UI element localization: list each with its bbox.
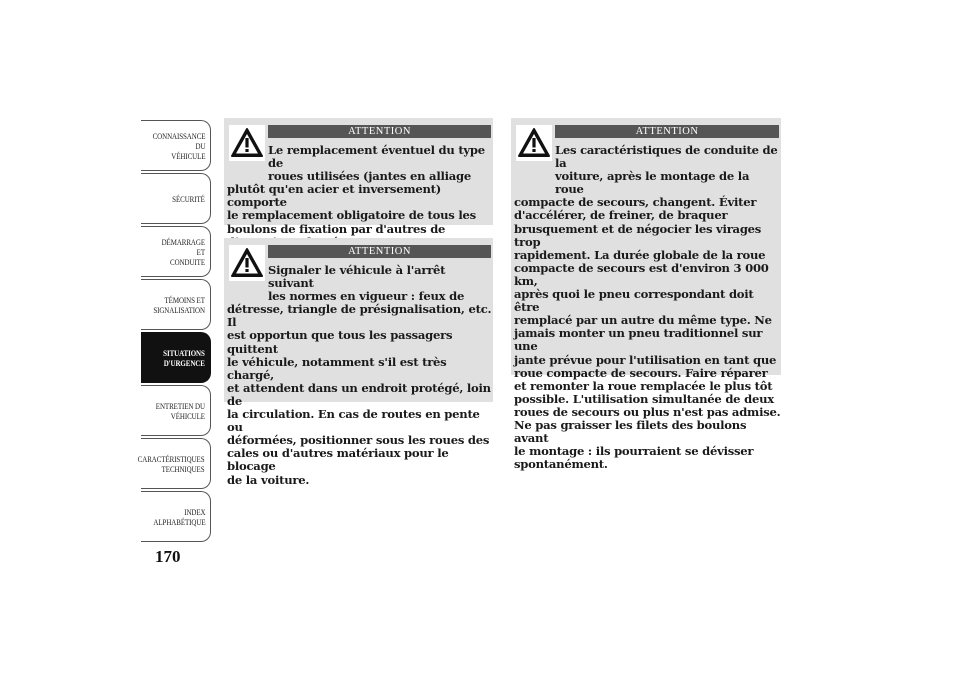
warning-heading: ATTENTION — [268, 245, 491, 258]
tab-temoins-et-signalisation[interactable] — [141, 279, 211, 330]
tab-connaissance-du-vehicule[interactable] — [141, 120, 211, 171]
warning-text-continued: plutôt qu'en acier et inversement) comporte le remplacement obligatoire de tous les boulons de fixation par d'autres de — [227, 182, 476, 236]
tab-label: TÉMOINS ET SIGNALISATION — [153, 294, 205, 315]
warning-text: Le remplacement éventuel du type de roues utilisées (jantes en alliage — [268, 143, 485, 184]
tab-label: SÉCURITÉ — [172, 193, 205, 204]
warning-text: Signaler le véhicule à l'arrêt suivant les normes en vigueur : feux de — [268, 263, 465, 304]
warning-triangle-icon — [229, 245, 265, 281]
warning-text-continued: compacte de secours, changent. Éviter d'accélérer, de freiner, de braquer brusquement et de négocier les virages trop rapidement. La durée globale de la roue compacte de secours est d'environ 3 000 km, après quoi le pneu correspondant doit être remplacé par un autre du même type. Ne jamais monter un pneu traditionnel sur une jante prévue pour l'utilisation en tant que roue compacte de secours. Faire réparer et remonter la roue remplacée le plus tôt possible. L'utilisation simultanée de deux roues de secours ou plus n'est pas admise. Ne pas graisser les filets des boulons avant le montage : ils pourraient se dévisser spontanément. — [514, 195, 781, 472]
tab-label: CARACTÉRISTIQUES TECHNIQUES — [138, 453, 205, 474]
warning-triangle-icon — [229, 125, 265, 161]
warning-heading: ATTENTION — [555, 125, 779, 138]
warning-box — [511, 118, 781, 472]
tab-label: INDEX ALPHABÉTIQUE — [152, 506, 205, 527]
tab-situations-durgence[interactable] — [141, 332, 211, 383]
tab-label: ENTRETIEN DU VÉHICULE — [155, 400, 205, 421]
tab-securite[interactable] — [141, 173, 211, 224]
tab-label: SITUATIONS D'URGENCE — [163, 347, 205, 368]
tab-label: CONNAISSANCE DU VÉHICULE — [152, 130, 205, 161]
tab-index-alphabetique[interactable] — [141, 491, 211, 542]
tab-entretien-du-vehicule[interactable] — [141, 385, 211, 436]
tab-demarrage-et-conduite[interactable] — [141, 226, 211, 277]
tab-caracteristiques-techniques[interactable] — [138, 438, 211, 489]
warning-box — [224, 238, 493, 487]
warning-box — [224, 118, 493, 236]
warning-text-continued: détresse, triangle de présignalisation, etc. Il est opportun que tous les passagers quittent le véhicule, notamment s'il est très chargé, et attendent dans un endroit protégé, loin de la circulation. En cas de routes en pente ou déformées, positionner sous les roues des cales ou d'autres matériaux pour le blocage de la voiture. — [227, 302, 492, 487]
warning-heading: ATTENTION — [268, 125, 491, 138]
page-number: 170 — [155, 547, 181, 566]
warning-text: Les caractéristiques de conduite de la voiture, après le montage de la roue — [555, 143, 778, 197]
tab-label: DÉMARRAGE ET CONDUITE — [161, 236, 205, 267]
warning-triangle-icon — [516, 125, 552, 161]
